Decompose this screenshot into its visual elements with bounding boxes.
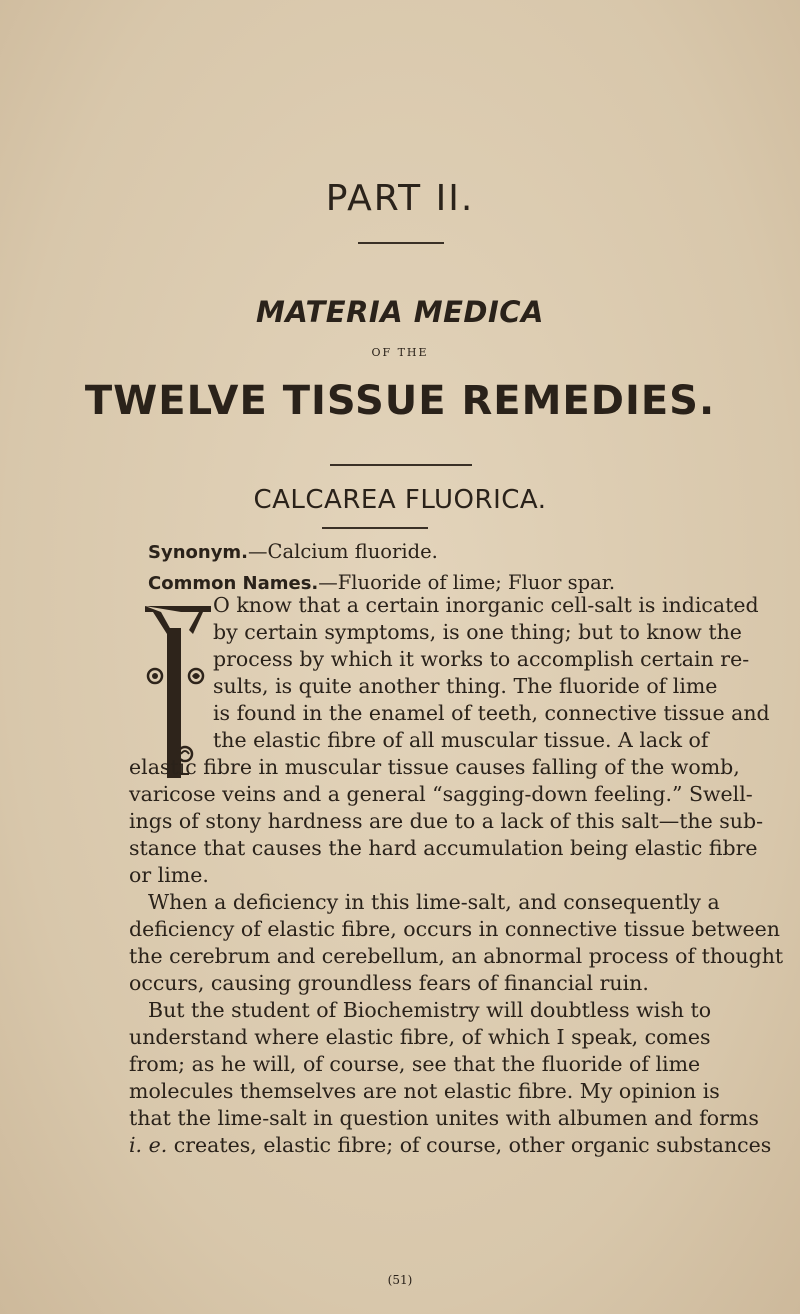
text-line: varicose veins and a general “sagging-down feeling.” Swell- — [129, 782, 753, 806]
text-line: the cerebrum and cerebellum, an abnormal process of thought — [129, 944, 784, 968]
synonym-text: —Calcium fluoride. — [248, 540, 438, 563]
text-line-rest: creates, elastic fibre; of course, other organic substances — [167, 1133, 772, 1157]
remedy-title: CALCAREA FLUORICA. — [253, 485, 547, 515]
title-connector: OF THE — [371, 346, 429, 359]
italic-abbreviation: i. e. — [129, 1133, 168, 1157]
text-line: ings of stony hardness are due to a lack of this salt—the sub- — [129, 809, 764, 833]
text-line — [129, 1132, 772, 1159]
text-line: But the student of Biochemistry will doubtless wish to — [148, 998, 712, 1022]
text-line: the elastic fibre of all muscular tissue. A lack of — [213, 728, 709, 752]
text-line: by certain symptoms, is one thing; but to know the — [213, 620, 742, 644]
text-line: that the lime-salt in question unites with albumen and forms — [129, 1106, 759, 1130]
common-names-text: —Fluoride of lime; Fluor spar. — [318, 571, 616, 594]
text-line: elastic fibre in muscular tissue causes falling of the womb, — [129, 755, 740, 779]
synonym-label: Synonym. — [148, 542, 249, 563]
text-line: process by which it works to accomplish certain re- — [213, 647, 750, 671]
text-line: or lime. — [129, 863, 209, 887]
text-line: sults, is quite another thing. The fluoride of lime — [213, 674, 718, 698]
text-line: understand where elastic fibre, of which I speak, comes — [129, 1025, 711, 1049]
text-line: O know that a certain inorganic cell-salt is indicated — [213, 593, 759, 617]
text-line: When a deficiency in this lime-salt, and consequently a — [148, 890, 720, 914]
text-line: deficiency of elastic fibre, occurs in connective tissue between — [129, 917, 780, 941]
page-number: (51) — [387, 1273, 413, 1287]
text-line: is found in the enamel of teeth, connective tissue and — [213, 701, 770, 725]
text-line: occurs, causing groundless fears of financial ruin. — [129, 971, 649, 995]
section-title: MATERIA MEDICA — [255, 295, 545, 329]
text-line: from; as he will, of course, see that the fluoride of lime — [129, 1052, 701, 1076]
part-heading: PART II. — [325, 178, 475, 219]
text-line: stance that causes the hard accumulation being elastic fibre — [129, 836, 758, 860]
common-names-label: Common Names. — [148, 573, 319, 594]
text-line: molecules themselves are not elastic fibre. My opinion is — [129, 1079, 720, 1103]
book-section-heading: TWELVE TISSUE REMEDIES. — [84, 378, 716, 424]
